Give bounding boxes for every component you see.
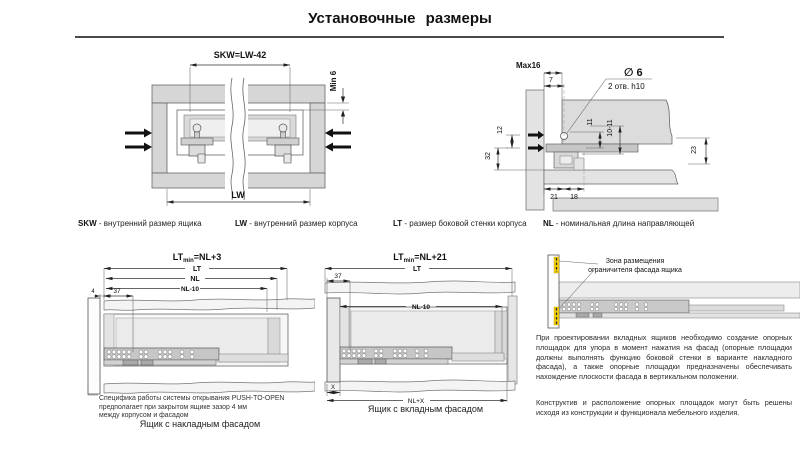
inset-facade-drawing (318, 252, 533, 410)
dim-18-label: 18 (570, 194, 578, 201)
drawer-side-panel (562, 100, 672, 144)
screw-arrows-right (325, 129, 351, 152)
front-section-drawing (85, 48, 355, 210)
facade-panel-inset (327, 298, 340, 382)
dim-lw-label: LW (231, 190, 245, 200)
cabinet-panel-top (104, 299, 315, 311)
title-rule (75, 36, 724, 38)
dim-lt (104, 266, 287, 300)
limiter-zone-top (554, 257, 559, 273)
definition-skw: SKW - внутренний размер ящика (78, 219, 202, 228)
dim-32-label: 32 (485, 152, 492, 160)
dim-ltmin-label: $LT_{min}=NL+21$ (393, 252, 447, 264)
dim-holes-label: 2 отв. h10 (608, 82, 645, 91)
definition-nl: NL - номинальная длина направляющей (543, 219, 695, 228)
facade-panel (88, 298, 100, 394)
screw-arrows-left (125, 129, 152, 152)
overlay-caption: Ящик с накладным фасадом (139, 419, 261, 429)
facade-zone-drawing (538, 252, 800, 330)
dim-11-label: 11 (587, 118, 594, 126)
dim-x-label: X (330, 385, 336, 391)
dim-nl10-label: NL-10 (180, 286, 200, 293)
dim-37-label: 37 (334, 273, 342, 280)
cabinet-back-panel (508, 296, 517, 384)
dim-23 (676, 138, 710, 164)
limiter-zone-bottom (554, 307, 559, 325)
dim-lw (167, 189, 310, 206)
dim-nl-label: NL (190, 276, 200, 283)
slide-rail (559, 300, 800, 318)
dim-nlx-label: NL+X (407, 398, 425, 405)
cabinet-side-wall (526, 90, 544, 210)
design-note-paragraph-2: Конструктив и расположение опорных площадок могут быть решены исходя из конструкции и функционала мебельного изделия. (536, 398, 792, 417)
dim-21-label: 21 (550, 194, 558, 201)
zone-label-line2: ограничителя фасада ящика (588, 267, 682, 274)
dim-lt-label: LT (192, 266, 202, 273)
cabinet-panel-bottom (104, 382, 315, 394)
dim-37-label: 37 (113, 288, 121, 295)
dim-12 (497, 126, 520, 148)
dim-12-label: 12 (497, 126, 504, 134)
dim-max16-label: Max16 (516, 61, 541, 70)
dim-ltmin (393, 252, 447, 264)
dim-ltmin (173, 252, 222, 264)
dim-7-label: 7 (549, 77, 553, 84)
design-note-paragraph-1: При проектировании вкладных ящиков необходимо создание опорных площадок для упора в момент нажатия на фасад (опорные площадки должны выполнять функцию боковой стенки в варианте накладного фасада), а также опорные площадки предназначены обеспечивать нахождение плоскости фасада в вертикальном положении. (536, 333, 792, 382)
drawer-panel-side (559, 282, 800, 298)
dim-10-11-label: 10-11 (607, 119, 614, 137)
page-title: Установочные размеры (308, 10, 492, 27)
dim-7 (544, 77, 564, 86)
dim-nl10-label: NL-10 (411, 304, 431, 311)
cabinet-panel-top (325, 281, 515, 294)
definition-lw: LW - внутренний размер корпуса (235, 219, 358, 228)
zone-leader-top (559, 261, 598, 264)
dim-min6-label: Min 6 (329, 70, 338, 92)
cabinet-panel-bottom (325, 380, 515, 392)
dim-ltmin-label: $LT_{min}=NL+3$ (172, 252, 222, 264)
definition-lt: LT - размер боковой стенки корпуса (393, 219, 527, 228)
dim-skw-label: SKW=LW-42 (213, 50, 267, 60)
dim-lt-label: LT (412, 266, 422, 273)
overlay-facade-drawing (85, 252, 315, 398)
dim-23-label: 23 (691, 146, 698, 154)
push-to-open-note: Специфика работы системы открывания PUSH-TO-OPEN предполагает при закрытом ящике зазор 4 мм между корпусом и фасадом (99, 395, 285, 420)
dim-4-label: 4 (91, 289, 95, 295)
break-lines (225, 78, 248, 200)
side-detail-drawing (478, 48, 720, 213)
dim-diameter-label: ∅ 6 (624, 67, 643, 79)
zone-label-line1: Зона размещения (605, 258, 665, 265)
cabinet-bottom-panel (544, 170, 678, 184)
inset-caption: Ящик с вкладным фасадом (367, 404, 484, 414)
